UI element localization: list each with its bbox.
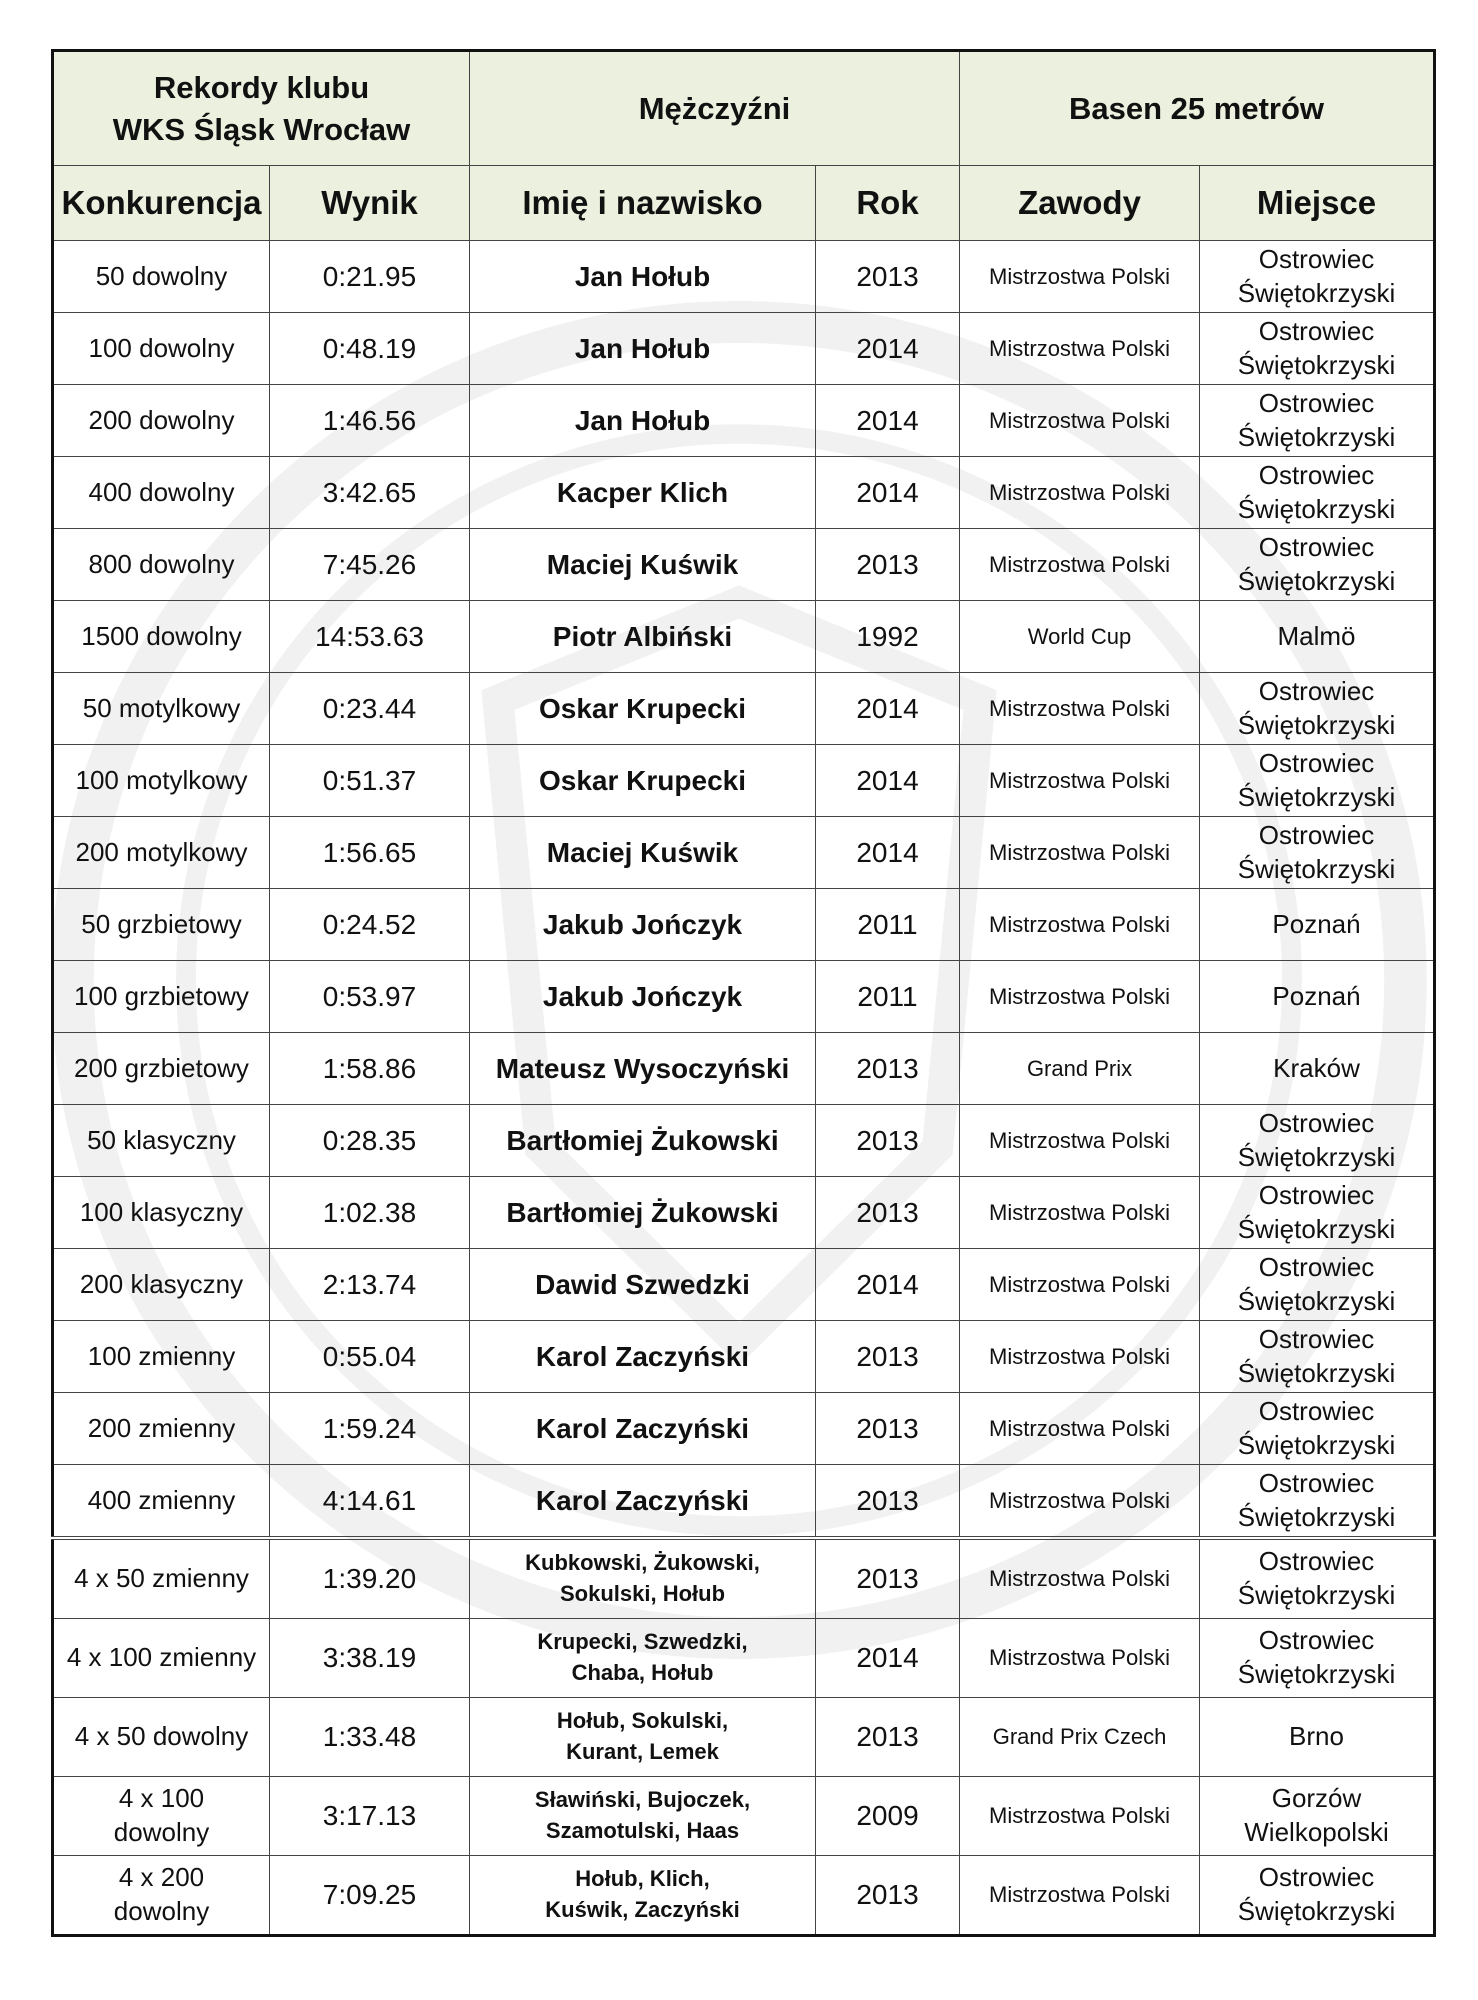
result-cell: 1:56.65: [270, 817, 470, 889]
competition-cell: Mistrzostwa Polski: [960, 1619, 1200, 1698]
event-cell: 800 dowolny: [53, 529, 270, 601]
relay-team-cell: [470, 1777, 816, 1856]
swimmer-name-cell: Karol Zaczyński: [470, 1465, 816, 1539]
record-row: [53, 1177, 1435, 1249]
place-line2: Świętokrzyski: [1237, 1501, 1396, 1532]
place-line1: Poznań: [1272, 980, 1361, 1011]
place-line1: Kraków: [1273, 1052, 1360, 1083]
year-cell: 2014: [816, 1619, 960, 1698]
year-cell: 1992: [816, 601, 960, 673]
competition-cell: Mistrzostwa Polski: [960, 817, 1200, 889]
place-line1: Poznań: [1272, 908, 1361, 939]
year-cell: 2013: [816, 1393, 960, 1465]
year-cell: 2009: [816, 1777, 960, 1856]
year-cell: 2013: [816, 1033, 960, 1105]
place-cell: [1200, 601, 1435, 673]
place-line1: Brno: [1289, 1721, 1344, 1752]
place-line2: Świętokrzyski: [1237, 349, 1396, 380]
competition-cell: Grand Prix Czech: [960, 1698, 1200, 1777]
place-cell: [1200, 1856, 1435, 1936]
place-line2: Świętokrzyski: [1237, 277, 1396, 308]
result-cell: 7:09.25: [270, 1856, 470, 1936]
competition-cell: Mistrzostwa Polski: [960, 1777, 1200, 1856]
place-cell: [1200, 1393, 1435, 1465]
column-header-place: Miejsce: [1200, 166, 1435, 241]
competition-cell: Mistrzostwa Polski: [960, 1321, 1200, 1393]
place-line2: Świętokrzyski: [1237, 1429, 1396, 1460]
result-cell: 1:33.48: [270, 1698, 470, 1777]
swimmer-name-cell: Piotr Albiński: [470, 601, 816, 673]
place-cell: [1200, 313, 1435, 385]
result-cell: 4:14.61: [270, 1465, 470, 1539]
competition-cell: Mistrzostwa Polski: [960, 1177, 1200, 1249]
relay-team-cell: [470, 1619, 816, 1698]
event-cell: 200 dowolny: [53, 385, 270, 457]
place-line1: Ostrowiec: [1258, 819, 1375, 850]
column-header-name: Imię i nazwisko: [470, 166, 816, 241]
place-cell: [1200, 745, 1435, 817]
year-cell: 2013: [816, 1856, 960, 1936]
year-cell: 2013: [816, 1105, 960, 1177]
competition-cell: Mistrzostwa Polski: [960, 241, 1200, 313]
column-header-result: Wynik: [270, 166, 470, 241]
year-cell: 2013: [816, 1538, 960, 1619]
place-line1: Ostrowiec: [1258, 1107, 1375, 1138]
event-cell: 200 motylkowy: [53, 817, 270, 889]
year-cell: 2013: [816, 1698, 960, 1777]
competition-cell: Mistrzostwa Polski: [960, 529, 1200, 601]
place-line1: Ostrowiec: [1258, 1625, 1375, 1656]
competition-cell: World Cup: [960, 601, 1200, 673]
result-cell: 3:17.13: [270, 1777, 470, 1856]
result-cell: 0:21.95: [270, 241, 470, 313]
swimmer-name-cell: Jan Hołub: [470, 313, 816, 385]
result-cell: 1:59.24: [270, 1393, 470, 1465]
place-line1: Ostrowiec: [1258, 531, 1375, 562]
year-cell: 2013: [816, 529, 960, 601]
event-line1: 4 x 100 zmienny: [66, 1642, 257, 1673]
place-cell: [1200, 1465, 1435, 1539]
event-cell: 200 grzbietowy: [53, 1033, 270, 1105]
team-line1: Hołub, Sokulski,: [556, 1708, 729, 1734]
swimmer-name-cell: Jakub Jończyk: [470, 889, 816, 961]
result-cell: 0:55.04: [270, 1321, 470, 1393]
place-line1: Ostrowiec: [1258, 243, 1375, 274]
column-header-competition: Zawody: [960, 166, 1200, 241]
record-row: [53, 1465, 1435, 1539]
club-title-line2: WKS Śląsk Wrocław: [112, 111, 411, 147]
place-line1: Ostrowiec: [1258, 387, 1375, 418]
event-cell: [53, 1777, 270, 1856]
swimmer-name-cell: Oskar Krupecki: [470, 673, 816, 745]
year-cell: 2011: [816, 961, 960, 1033]
team-line1: Krupecki, Szwedzki,: [537, 1629, 748, 1655]
title-row: [53, 51, 1435, 166]
event-cell: 1500 dowolny: [53, 601, 270, 673]
record-row: [53, 961, 1435, 1033]
team-line1: Sławiński, Bujoczek,: [534, 1787, 751, 1813]
event-cell: 50 grzbietowy: [53, 889, 270, 961]
event-cell: 100 dowolny: [53, 313, 270, 385]
place-cell: [1200, 1177, 1435, 1249]
result-cell: 14:53.63: [270, 601, 470, 673]
place-line1: Ostrowiec: [1258, 1179, 1375, 1210]
place-line1: Ostrowiec: [1258, 1251, 1375, 1282]
place-cell: [1200, 1033, 1435, 1105]
place-line2: Świętokrzyski: [1237, 421, 1396, 452]
place-line2: Świętokrzyski: [1237, 1357, 1396, 1388]
place-line1: Ostrowiec: [1258, 675, 1375, 706]
event-cell: 50 dowolny: [53, 241, 270, 313]
team-line2: Szamotulski, Haas: [545, 1818, 740, 1843]
competition-cell: Mistrzostwa Polski: [960, 313, 1200, 385]
place-line1: Ostrowiec: [1258, 1467, 1375, 1498]
team-line2: Chaba, Hołub: [571, 1660, 714, 1685]
place-line2: Świętokrzyski: [1237, 565, 1396, 596]
result-cell: 3:38.19: [270, 1619, 470, 1698]
event-cell: 100 grzbietowy: [53, 961, 270, 1033]
event-cell: [53, 1619, 270, 1698]
place-line1: Ostrowiec: [1258, 747, 1375, 778]
result-cell: 2:13.74: [270, 1249, 470, 1321]
event-line2: dowolny: [113, 1896, 210, 1926]
place-cell: [1200, 385, 1435, 457]
record-row: [53, 241, 1435, 313]
event-line2: dowolny: [113, 1817, 210, 1847]
place-line2: Świętokrzyski: [1237, 709, 1396, 740]
event-cell: [53, 1698, 270, 1777]
record-row: [53, 601, 1435, 673]
year-cell: 2014: [816, 745, 960, 817]
place-line1: Ostrowiec: [1258, 459, 1375, 490]
competition-cell: Mistrzostwa Polski: [960, 889, 1200, 961]
swimmer-name-cell: Dawid Szwedzki: [470, 1249, 816, 1321]
swimmer-name-cell: Jan Hołub: [470, 241, 816, 313]
event-cell: [53, 1856, 270, 1936]
record-row: [53, 1033, 1435, 1105]
competition-cell: Mistrzostwa Polski: [960, 1465, 1200, 1539]
event-cell: 200 klasyczny: [53, 1249, 270, 1321]
team-line1: Kubkowski, Żukowski,: [525, 1550, 760, 1576]
year-cell: 2011: [816, 889, 960, 961]
result-cell: 1:58.86: [270, 1033, 470, 1105]
competition-cell: Mistrzostwa Polski: [960, 385, 1200, 457]
event-cell: 400 zmienny: [53, 1465, 270, 1539]
place-line2: Świętokrzyski: [1237, 1896, 1396, 1926]
record-row: [53, 1321, 1435, 1393]
swimmer-name-cell: Jan Hołub: [470, 385, 816, 457]
year-cell: 2013: [816, 241, 960, 313]
place-line2: Świętokrzyski: [1237, 1141, 1396, 1172]
team-line2: Kuświk, Zaczyński: [545, 1897, 740, 1922]
competition-cell: Grand Prix: [960, 1033, 1200, 1105]
relay-record-row: [53, 1619, 1435, 1698]
event-cell: [53, 1538, 270, 1619]
relay-record-row: [53, 1777, 1435, 1856]
year-cell: 2013: [816, 1465, 960, 1539]
place-cell: [1200, 889, 1435, 961]
event-cell: 50 klasyczny: [53, 1105, 270, 1177]
record-row: [53, 889, 1435, 961]
result-cell: 0:53.97: [270, 961, 470, 1033]
event-line1: 4 x 100: [118, 1783, 205, 1814]
year-cell: 2013: [816, 1321, 960, 1393]
year-cell: 2014: [816, 385, 960, 457]
swimmer-name-cell: Jakub Jończyk: [470, 961, 816, 1033]
column-header-row: [53, 166, 1435, 241]
place-line1: Ostrowiec: [1258, 1546, 1375, 1577]
record-row: [53, 1105, 1435, 1177]
place-cell: [1200, 1698, 1435, 1777]
column-header-year: Rok: [816, 166, 960, 241]
competition-cell: Mistrzostwa Polski: [960, 1856, 1200, 1936]
event-cell: 50 motylkowy: [53, 673, 270, 745]
year-cell: 2014: [816, 313, 960, 385]
relay-team-cell: [470, 1698, 816, 1777]
team-line2: Sokulski, Hołub: [559, 1581, 726, 1606]
result-cell: 0:28.35: [270, 1105, 470, 1177]
relay-record-row: [53, 1538, 1435, 1619]
competition-cell: Mistrzostwa Polski: [960, 1538, 1200, 1619]
team-line2: Kurant, Lemek: [566, 1739, 719, 1764]
result-cell: 0:51.37: [270, 745, 470, 817]
category-title: Mężczyźni: [470, 51, 960, 166]
result-cell: 3:42.65: [270, 457, 470, 529]
place-cell: [1200, 817, 1435, 889]
record-row: [53, 745, 1435, 817]
swimmer-name-cell: Bartłomiej Żukowski: [470, 1105, 816, 1177]
year-cell: 2014: [816, 1249, 960, 1321]
result-cell: 0:48.19: [270, 313, 470, 385]
place-cell: [1200, 457, 1435, 529]
swimmer-name-cell: Karol Zaczyński: [470, 1393, 816, 1465]
place-line1: Ostrowiec: [1258, 1395, 1375, 1426]
year-cell: 2013: [816, 1177, 960, 1249]
event-cell: 100 zmienny: [53, 1321, 270, 1393]
record-row: [53, 529, 1435, 601]
relay-team-cell: [470, 1856, 816, 1936]
club-records-table: [51, 49, 1436, 1937]
place-line2: Świętokrzyski: [1237, 1659, 1396, 1689]
competition-cell: Mistrzostwa Polski: [960, 1105, 1200, 1177]
place-cell: [1200, 1619, 1435, 1698]
place-line2: Wielkopolski: [1244, 1817, 1389, 1847]
event-cell: 400 dowolny: [53, 457, 270, 529]
event-cell: 100 motylkowy: [53, 745, 270, 817]
club-title: [53, 51, 470, 166]
record-row: [53, 313, 1435, 385]
record-row: [53, 1393, 1435, 1465]
club-title-line1: Rekordy klubu: [153, 69, 370, 105]
place-line1: Ostrowiec: [1258, 315, 1375, 346]
event-cell: 200 zmienny: [53, 1393, 270, 1465]
records-body: [53, 241, 1435, 1936]
place-cell: [1200, 1105, 1435, 1177]
place-cell: [1200, 673, 1435, 745]
place-cell: [1200, 1538, 1435, 1619]
swimmer-name-cell: Kacper Klich: [470, 457, 816, 529]
year-cell: 2014: [816, 673, 960, 745]
place-line2: Świętokrzyski: [1237, 1580, 1396, 1610]
column-header-event: Konkurencja: [53, 166, 270, 241]
event-cell: 100 klasyczny: [53, 1177, 270, 1249]
relay-record-row: [53, 1856, 1435, 1936]
event-line1: 4 x 50 dowolny: [74, 1721, 249, 1752]
competition-cell: Mistrzostwa Polski: [960, 673, 1200, 745]
record-row: [53, 1249, 1435, 1321]
result-cell: 7:45.26: [270, 529, 470, 601]
swimmer-name-cell: Oskar Krupecki: [470, 745, 816, 817]
record-row: [53, 817, 1435, 889]
swimmer-name-cell: Karol Zaczyński: [470, 1321, 816, 1393]
event-line1: 4 x 50 zmienny: [74, 1563, 249, 1594]
result-cell: 0:24.52: [270, 889, 470, 961]
relay-record-row: [53, 1698, 1435, 1777]
relay-team-cell: [470, 1538, 816, 1619]
competition-cell: Mistrzostwa Polski: [960, 457, 1200, 529]
place-line1: Ostrowiec: [1258, 1862, 1375, 1893]
record-row: [53, 673, 1435, 745]
competition-cell: Mistrzostwa Polski: [960, 961, 1200, 1033]
year-cell: 2014: [816, 457, 960, 529]
place-line1: Ostrowiec: [1258, 1323, 1375, 1354]
competition-cell: Mistrzostwa Polski: [960, 745, 1200, 817]
result-cell: 1:39.20: [270, 1538, 470, 1619]
result-cell: 1:46.56: [270, 385, 470, 457]
place-cell: [1200, 1321, 1435, 1393]
place-line2: Świętokrzyski: [1237, 493, 1396, 524]
place-cell: [1200, 529, 1435, 601]
place-line2: Świętokrzyski: [1237, 1285, 1396, 1316]
competition-cell: Mistrzostwa Polski: [960, 1393, 1200, 1465]
result-cell: 1:02.38: [270, 1177, 470, 1249]
record-row: [53, 457, 1435, 529]
record-row: [53, 385, 1435, 457]
swimmer-name-cell: Mateusz Wysoczyński: [470, 1033, 816, 1105]
swimmer-name-cell: Maciej Kuświk: [470, 817, 816, 889]
swimmer-name-cell: Maciej Kuświk: [470, 529, 816, 601]
result-cell: 0:23.44: [270, 673, 470, 745]
place-line2: Świętokrzyski: [1237, 781, 1396, 812]
place-cell: [1200, 1777, 1435, 1856]
place-line2: Świętokrzyski: [1237, 1213, 1396, 1244]
swimmer-name-cell: Bartłomiej Żukowski: [470, 1177, 816, 1249]
year-cell: 2014: [816, 817, 960, 889]
place-cell: [1200, 961, 1435, 1033]
pool-title: Basen 25 metrów: [960, 51, 1435, 166]
place-line2: Świętokrzyski: [1237, 853, 1396, 884]
team-line1: Hołub, Klich,: [575, 1866, 710, 1892]
place-cell: [1200, 241, 1435, 313]
event-line1: 4 x 200: [118, 1862, 205, 1893]
competition-cell: Mistrzostwa Polski: [960, 1249, 1200, 1321]
place-cell: [1200, 1249, 1435, 1321]
place-line1: Malmö: [1277, 620, 1356, 651]
place-line1: Gorzów: [1271, 1783, 1362, 1814]
